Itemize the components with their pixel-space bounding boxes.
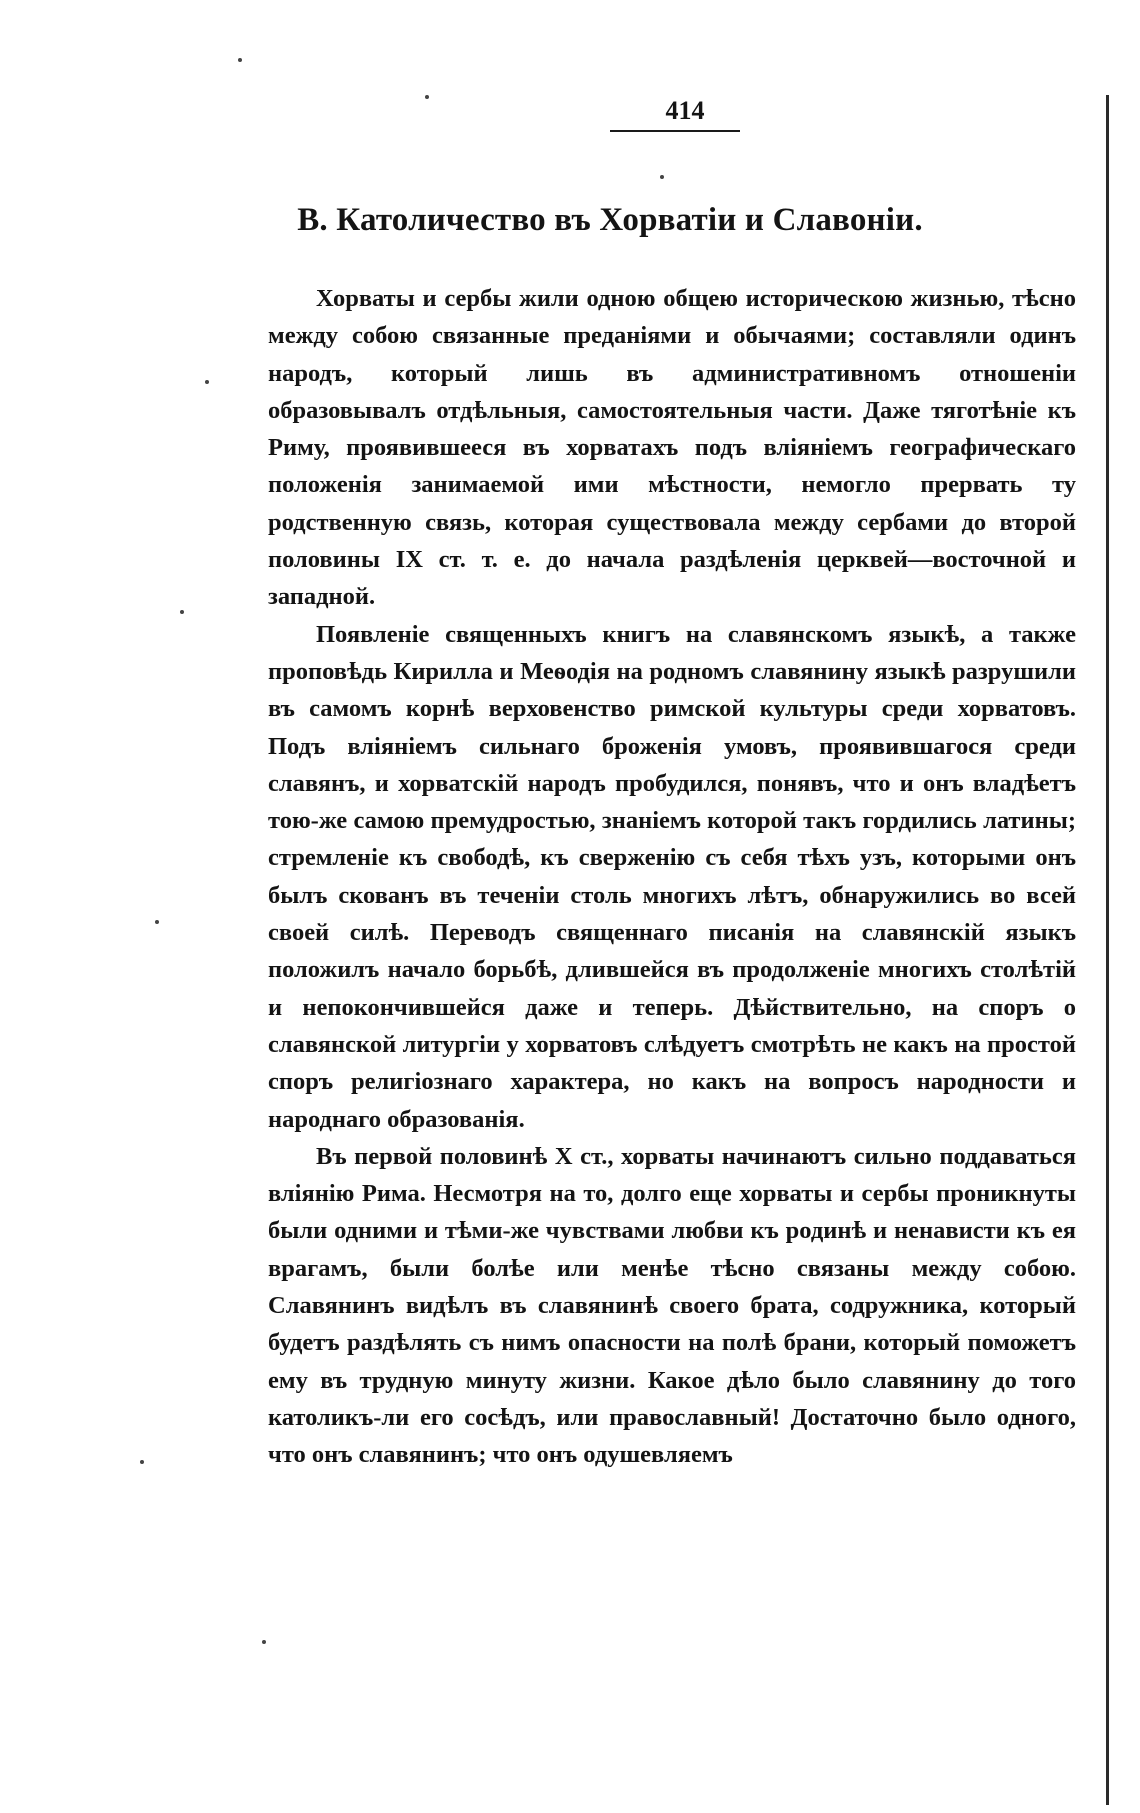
scan-speck [205,380,209,384]
scan-speck [238,58,242,62]
scan-speck [262,1640,266,1644]
page-edge-shadow [1106,95,1109,1805]
page-number: 414 [665,96,705,125]
body-text [268,280,1076,1474]
scan-speck [660,175,664,179]
scan-speck [180,610,184,614]
page-number-underline [610,130,740,132]
scan-speck [140,1460,144,1464]
scan-speck [425,95,429,99]
paragraph-2: Появленіе священныхъ книгъ на славянскомъ языкѣ, а также проповѣдь Кирилла и Меѳодія на родномъ славянину языкѣ разрушили въ самомъ корнѣ верховенство римской культуры среди хорватовъ. Подъ вліяніемъ сильнаго броженія умовъ, проявившагося среди славянъ, и хорватскій народъ пробудился, понявъ, что и онъ владѣетъ тою-же самою премудростью, знаніемъ которой такъ гордились латины; стремленіе къ свободѣ, къ сверженію съ себя тѣхъ узъ, которыми онъ былъ скованъ въ теченіи столь многихъ лѣтъ, обнаружились во всей своей силѣ. Переводъ священнаго писанія на славянскій языкъ положилъ начало борьбѣ, длившейся въ продолженіе многихъ столѣтій и непокончившейся даже и теперь. Дѣйствительно, на споръ о славянской литургіи у хорватовъ слѣдуетъ смотрѣть не какъ на простой споръ религіознаго характера, но какъ на вопросъ народности и народнаго образованія. [268,620,1076,1133]
paragraph-3: Въ первой половинѣ X ст., хорваты начинаютъ сильно поддаваться вліянію Рима. Несмотря на то, долго еще хорваты и сербы проникнуты были одними и тѣми-же чувствами любви къ родинѣ и ненависти къ ея врагамъ, были болѣе или менѣе тѣсно связаны между собою. Славянинъ видѣлъ въ славянинѣ своего брата, содружника, который будетъ раздѣлять съ нимъ опасности на полѣ брани, который поможетъ ему въ трудную минуту жизни. Какое дѣло было славянину до того католикъ-ли его сосѣдъ, или православный! Достаточно было одного, что онъ славянинъ; что онъ одушевляемъ [268,1142,1076,1469]
paragraph-1: Хорваты и сербы жили одною общею историческою жизнью, тѣсно между собою связанные преданіями и обычаями; составляли одинъ народъ, который лишь въ административномъ отношеніи образовывалъ отдѣльныя, самостоятельныя части. Даже тяготѣніе къ Риму, проявившееся въ хорватахъ подъ вліяніемъ географическаго положенія занимаемой ими мѣстности, немогло прервать ту родственную связь, которая существовала между сербами до второй половины IX ст. т. е. до начала раздѣленія церквей—восточной и западной. [268,285,1076,611]
scan-speck [155,920,159,924]
section-heading: В. Католичество въ Хорватіи и Славоніи. [297,202,923,238]
